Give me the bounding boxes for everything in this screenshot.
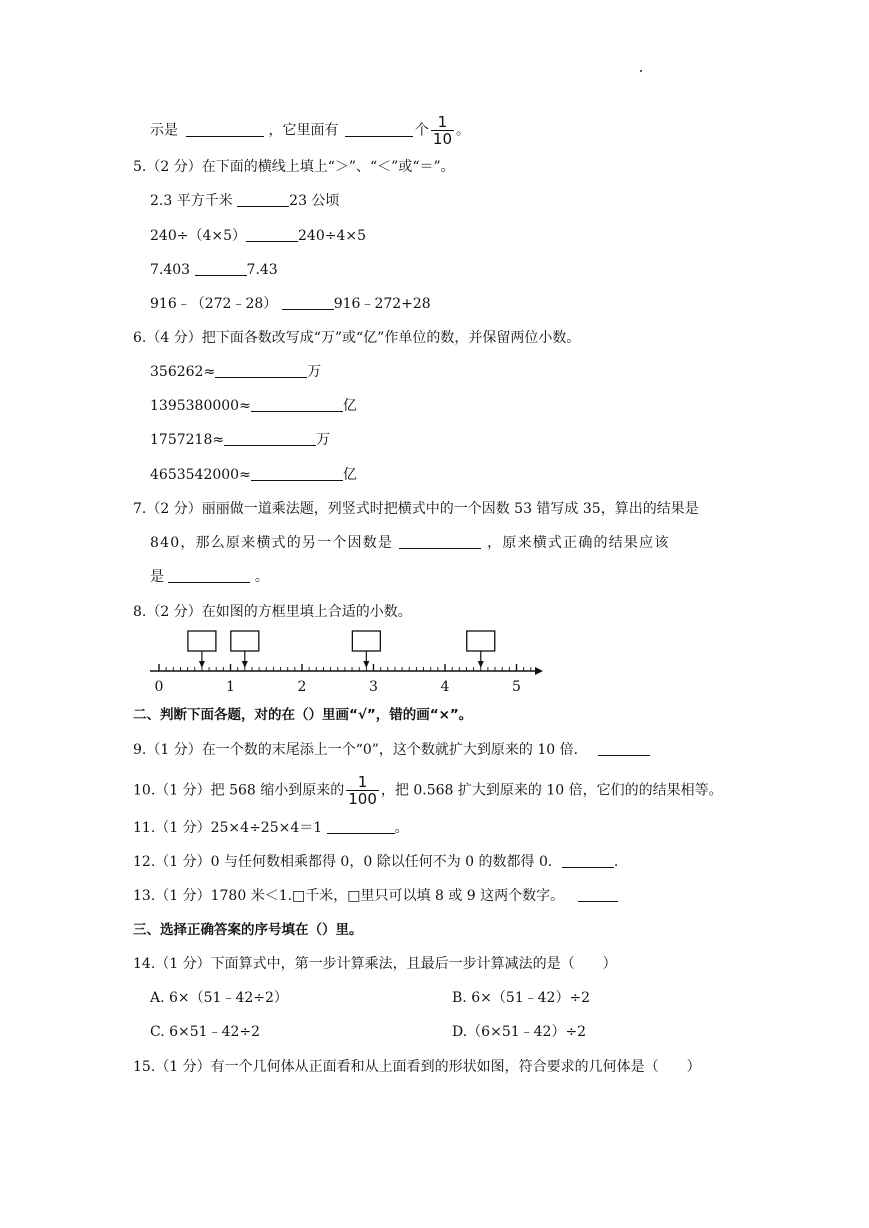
option-a[interactable]: A. 6×（51﹣42÷2）: [150, 990, 288, 1006]
answer-blank[interactable]: [282, 295, 334, 310]
answer-blank[interactable]: [598, 741, 650, 756]
answer-blank[interactable]: [345, 122, 413, 137]
answer-box[interactable]: [352, 631, 380, 651]
question-9: 9.（1 分）在一个数的末尾添上一个“0”，这个数就扩大到原来的 10 倍．: [133, 740, 650, 760]
tick-label: 2: [297, 679, 307, 695]
answer-box[interactable]: [231, 631, 259, 651]
arrow-down-icon: [363, 661, 369, 668]
answer-blank[interactable]: [399, 534, 481, 549]
answer-blank[interactable]: [237, 192, 289, 207]
question-15-stem: 15.（1 分）有一个几何体从正面看和从上面看到的形状如图，符合要求的几何体是（ ）: [133, 1059, 701, 1075]
arrow-head-icon: [535, 667, 543, 675]
tick-label: 0: [154, 679, 164, 695]
answer-blank[interactable]: [327, 819, 395, 834]
question-7-line1: 7.（2 分）丽丽做一道乘法题，列竖式时把横式中的一个因数 53 错写成 35，算出的结果是: [133, 501, 699, 517]
arrow-down-icon: [242, 661, 248, 668]
answer-blank[interactable]: [578, 887, 618, 902]
question-8-stem: 8.（2 分）在如图的方框里填上合适的小数。: [133, 604, 412, 620]
page-mark: [640, 70, 642, 72]
question-11: 11.（1 分）25×4÷25×4＝1 。: [133, 820, 409, 836]
answer-blank[interactable]: [168, 568, 250, 583]
answer-blank[interactable]: [251, 397, 343, 412]
answer-blank[interactable]: [215, 363, 307, 378]
q4-continuation: 示是 ，它里面有 个 $\frac{1}{10}$ 。: [150, 113, 470, 148]
question-5-stem: 5.（2 分）在下面的横线上填上“＞”、“＜”或“＝”。: [133, 159, 455, 175]
question-7-line3: 是 。: [150, 569, 269, 585]
answer-blank[interactable]: [195, 261, 247, 276]
q6-item: 356262≈ 万: [150, 364, 322, 380]
question-7-line2: 840，那么原来横式的另一个因数是 ，原来横式正确的结果应该: [150, 535, 670, 551]
question-14-stem: 14.（1 分）下面算式中，第一步计算乘法，且最后一步计算减法的是（ ）: [133, 956, 617, 972]
answer-blank[interactable]: [246, 227, 298, 242]
question-13: 13.（1 分）1780 米＜1.□千米，□里只可以填 8 或 9 这两个数字。: [133, 886, 618, 906]
option-d[interactable]: D.（6×51﹣42）÷2: [452, 1024, 587, 1040]
question-10: 10.（1 分）把 568 缩小到原来的 $\frac{1}{100}$ ，把 0.568 扩大到原来的 10 倍，它们的的结果相等。: [133, 773, 723, 808]
answer-blank[interactable]: [562, 853, 614, 868]
tick-label: 1: [226, 679, 235, 695]
q5-item: 916﹣（272﹣28） 916﹣272+28: [150, 296, 431, 312]
fraction: $\frac{1}{100}$: [348, 773, 377, 808]
arrow-down-icon: [478, 661, 484, 668]
answer-box[interactable]: [188, 631, 216, 651]
answer-box[interactable]: [467, 631, 495, 651]
fraction: $\frac{1}{10}$: [432, 113, 452, 148]
option-c[interactable]: C. 6×51﹣42÷2: [150, 1024, 261, 1040]
tick-label: 5: [512, 679, 521, 695]
arrow-down-icon: [199, 661, 205, 668]
question-12: 12.（1 分）0 与任何数相乘都得 0，0 除以任何不为 0 的数都得 0． .: [133, 854, 619, 870]
answer-blank[interactable]: [186, 122, 264, 137]
q6-item: 1757218≈ 万: [150, 432, 331, 448]
question-6-stem: 6.（4 分）把下面各数改写成“万”或“亿”作单位的数，并保留两位小数。: [133, 330, 581, 346]
tick-label: 4: [440, 679, 450, 695]
q5-item: 2.3 平方千米 23 公顷: [150, 193, 340, 209]
q5-item: 240÷（4×5） 240÷4×5: [150, 228, 366, 244]
q6-item: 4653542000≈ 亿: [150, 467, 357, 483]
section-2-heading: 二、判断下面各题，对的在（）里画“√”，错的画“×”。: [133, 707, 473, 723]
answer-blank[interactable]: [224, 431, 316, 446]
q5-item: 7.403 7.43: [150, 262, 278, 278]
tick-label: 3: [369, 679, 378, 695]
option-b[interactable]: B. 6×（51﹣42）÷2: [452, 990, 591, 1006]
number-line-figure: [140, 625, 550, 700]
section-3-heading: 三、选择正确答案的序号填在（）里。: [133, 922, 363, 938]
answer-blank[interactable]: [251, 466, 343, 481]
q6-item: 1395380000≈ 亿: [150, 398, 357, 414]
